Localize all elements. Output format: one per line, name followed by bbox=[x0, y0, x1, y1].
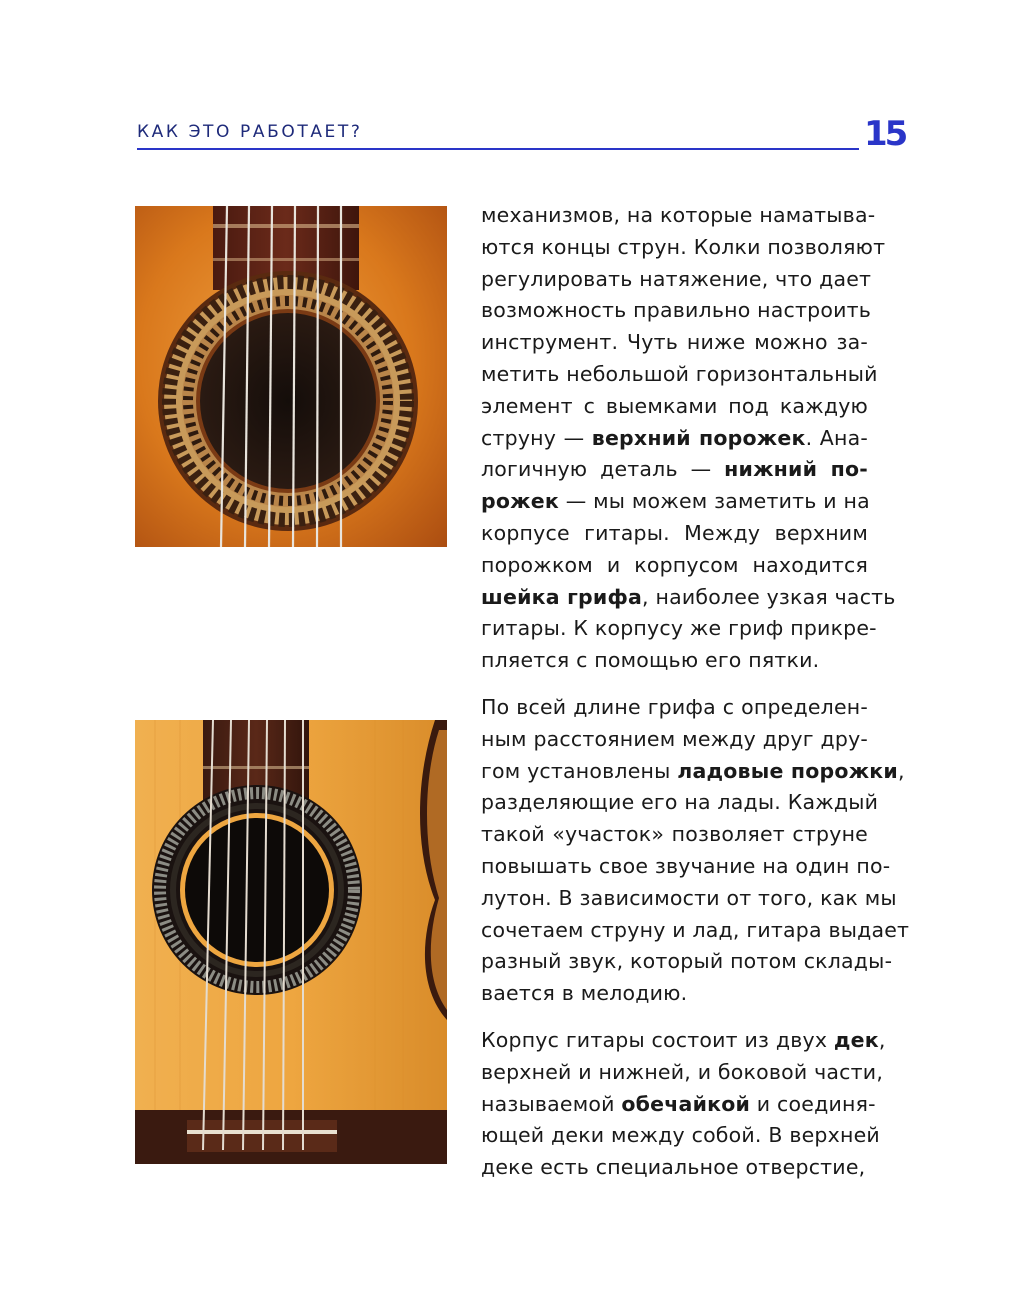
text-line bbox=[481, 423, 868, 455]
text-line bbox=[481, 582, 896, 614]
guitar-soundhole-photo bbox=[135, 206, 447, 547]
running-header: КАК ЭТО РАБОТАЕТ? bbox=[137, 122, 363, 142]
text-run: По всей длине грифа с определен- bbox=[481, 694, 868, 719]
text-line bbox=[481, 756, 905, 788]
text-run: элемент с выемками под каждую bbox=[481, 393, 868, 418]
text-run: и соединя- bbox=[750, 1091, 876, 1116]
text-line bbox=[481, 724, 868, 756]
text-run: вается в мелодию. bbox=[481, 981, 688, 1006]
text-run: струну — bbox=[481, 425, 592, 450]
text-line bbox=[481, 486, 868, 518]
text-run: Корпус гитары состоит из двух bbox=[481, 1027, 834, 1052]
term-bold: нижний по- bbox=[724, 457, 868, 482]
text-line bbox=[481, 1152, 868, 1184]
text-run: . Ана- bbox=[805, 425, 868, 450]
text-run: верхней и нижней, и боковой части, bbox=[481, 1059, 884, 1084]
text-run: гитары. К корпусу же гриф прикре- bbox=[481, 616, 877, 641]
text-run: лутон. В зависимости от того, как мы bbox=[481, 885, 897, 910]
text-line bbox=[481, 264, 872, 296]
paragraph bbox=[481, 692, 910, 1010]
text-run: регулировать натяжение, что дает bbox=[481, 266, 872, 291]
text-run: , bbox=[878, 1027, 886, 1052]
text-run: разделяющие его на лады. Каждый bbox=[481, 790, 879, 815]
text-line bbox=[481, 454, 868, 486]
guitar-body-photo bbox=[135, 720, 447, 1164]
text-line bbox=[481, 1057, 884, 1089]
page-number: 15 bbox=[864, 114, 906, 154]
text-run: , наиболее узкая часть bbox=[642, 584, 896, 609]
text-run: метить небольшой горизонтальный bbox=[481, 361, 878, 386]
header-rule bbox=[137, 148, 859, 150]
guitar-body-with-bridge-icon bbox=[135, 720, 447, 1164]
text-line bbox=[481, 550, 868, 582]
text-run: порожком и корпусом находится bbox=[481, 552, 868, 577]
text-line bbox=[481, 613, 877, 645]
text-run: деке есть специальное отверстие, bbox=[481, 1155, 866, 1180]
guitar-soundhole-closeup-icon bbox=[135, 206, 447, 547]
text-run: ным расстоянием между друг дру- bbox=[481, 726, 868, 751]
text-run: ются концы струн. Колки позволяют bbox=[481, 234, 886, 259]
text-line bbox=[481, 327, 868, 359]
text-line bbox=[481, 359, 878, 391]
text-line bbox=[481, 232, 886, 264]
body-text bbox=[481, 200, 910, 1199]
text-line bbox=[481, 978, 868, 1010]
text-line bbox=[481, 946, 893, 978]
text-run: называемой bbox=[481, 1091, 622, 1116]
paragraph bbox=[481, 1025, 886, 1184]
text-line bbox=[481, 851, 891, 883]
text-run: логичную деталь — bbox=[481, 457, 725, 482]
text-run: повышать свое звучание на один по- bbox=[481, 853, 891, 878]
text-run: такой «участок» позволяет струне bbox=[481, 822, 868, 847]
text-run: ющей деки между собой. В верхней bbox=[481, 1123, 880, 1148]
text-run: — мы можем заметить и на bbox=[558, 489, 870, 514]
text-line bbox=[481, 883, 897, 915]
text-run: , bbox=[897, 758, 905, 783]
term-bold: ладовые порожки bbox=[677, 758, 898, 783]
text-line bbox=[481, 915, 910, 947]
text-line bbox=[481, 645, 868, 677]
term-bold: дек bbox=[833, 1027, 879, 1052]
text-line bbox=[481, 787, 879, 819]
text-line bbox=[481, 1089, 876, 1121]
text-line bbox=[481, 391, 868, 423]
text-line bbox=[481, 518, 868, 550]
text-line bbox=[481, 1120, 880, 1152]
text-run: возможность правильно настроить bbox=[481, 298, 872, 323]
text-line bbox=[481, 200, 876, 232]
term-bold: шейка грифа bbox=[481, 584, 643, 609]
text-run: корпусе гитары. Между верхним bbox=[481, 520, 868, 545]
term-bold: рожек bbox=[481, 489, 559, 514]
text-line bbox=[481, 819, 868, 851]
text-run: механизмов, на которые наматыва- bbox=[481, 203, 876, 227]
text-run: гом установлены bbox=[481, 758, 678, 783]
term-bold: обечайкой bbox=[621, 1091, 751, 1116]
text-line bbox=[481, 692, 868, 724]
text-run: пляется с помощью его пятки. bbox=[481, 648, 820, 673]
text-line bbox=[481, 295, 872, 327]
paragraph bbox=[481, 200, 896, 677]
term-bold: верхний порожек bbox=[591, 425, 806, 450]
text-line bbox=[481, 1025, 886, 1057]
text-run: разный звук, который потом склады- bbox=[481, 949, 893, 974]
text-run: сочетаем струну и лад, гитара выдает bbox=[481, 917, 910, 942]
text-run: инструмент. Чуть ниже можно за- bbox=[481, 330, 868, 355]
